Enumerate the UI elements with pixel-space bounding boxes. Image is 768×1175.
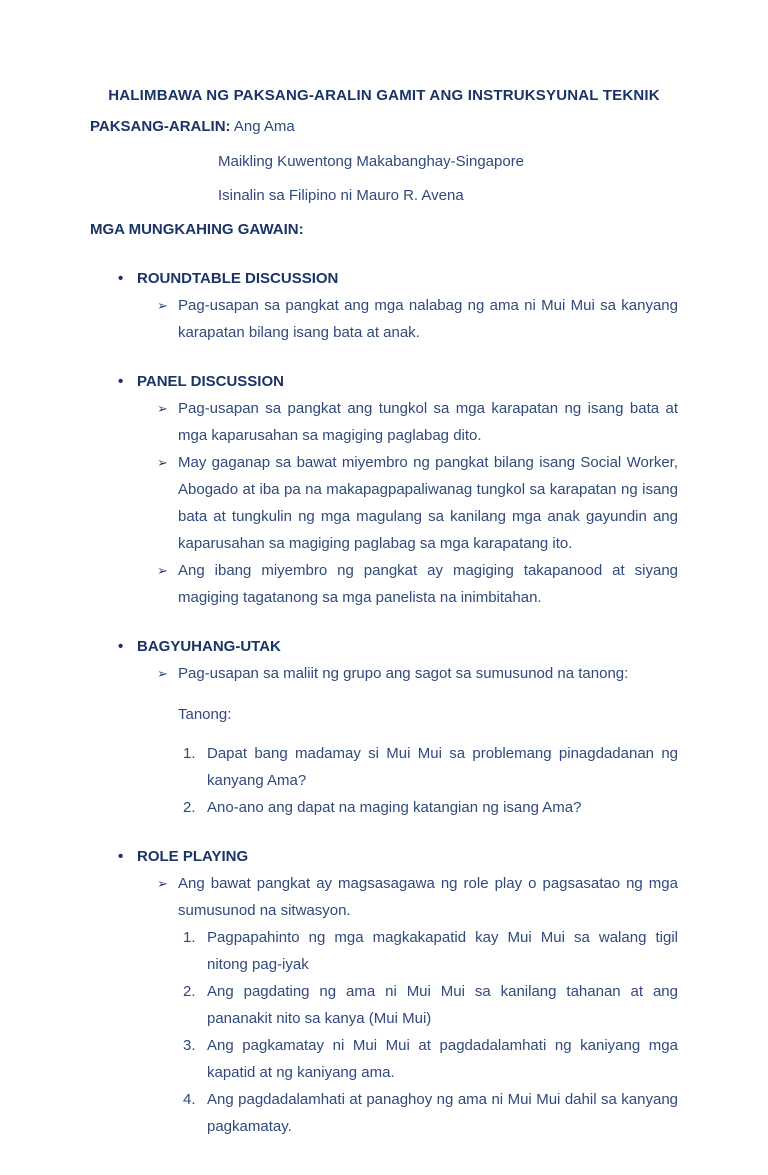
arrow-list-item	[90, 449, 678, 557]
question-list	[90, 740, 678, 821]
section-title: ROUNDTABLE DISCUSSION	[137, 270, 339, 287]
arrow-item-text: Ang bawat pangkat ay magsasagawa ng role play o pagsasatao ng mga sumusunod na sitwasyon.	[178, 875, 678, 919]
scenario-item	[90, 924, 678, 978]
scenario-text: Ang pagkamatay ni Mui Mui at pagdadalamhati ng kaniyang mga kapatid at ng kaniyang ama.	[207, 1037, 678, 1081]
question-text: Dapat bang madamay si Mui Mui sa problemang pinagdadanan ng kanyang Ama?	[207, 745, 678, 789]
scenario-number: 3.	[183, 1037, 196, 1054]
question-item	[90, 740, 678, 794]
bullet-icon: •	[118, 373, 124, 390]
section-role-playing	[90, 843, 678, 1140]
scenario-number: 4.	[183, 1091, 196, 1108]
arrow-list-item	[90, 870, 678, 924]
arrow-item-text: Pag-usapan sa pangkat ang mga nalabag ng ama ni Mui Mui sa kanyang karapatan bilang isang bata at anak.	[178, 297, 678, 341]
arrow-icon: ➢	[157, 563, 168, 578]
section-title: PANEL DISCUSSION	[137, 373, 284, 390]
arrow-list-item	[90, 660, 678, 687]
question-label: Tanong:	[178, 706, 232, 723]
bullet-icon: •	[118, 848, 124, 865]
scenario-number: 1.	[183, 929, 196, 946]
scenario-number: 2.	[183, 983, 196, 1000]
section-header	[90, 633, 678, 660]
bullet-icon: •	[118, 638, 124, 655]
subject-value: Ang Ama	[233, 118, 295, 135]
subject-line	[90, 113, 678, 140]
arrow-list-item	[90, 395, 678, 449]
scenario-text: Ang pagdadalamhati at panaghoy ng ama ni Mui Mui dahil sa kanyang pagkamatay.	[207, 1091, 678, 1135]
bullet-icon: •	[118, 270, 124, 287]
scenario-text: Ang pagdating ng ama ni Mui Mui sa kanilang tahanan at ang pananakit nito sa kanya (Mui Mui)	[207, 983, 678, 1027]
arrow-list-item	[90, 292, 678, 346]
section-header	[90, 843, 678, 870]
arrow-item-text: Ang ibang miyembro ng pangkat ay magiging takapanood at siyang magiging tagatanong sa mga panelista na inimbitahan.	[178, 562, 678, 606]
activities-heading: MGA MUNGKAHING GAWAIN:	[90, 221, 304, 238]
arrow-icon: ➢	[157, 666, 168, 681]
scenario-item	[90, 978, 678, 1032]
arrow-icon: ➢	[157, 298, 168, 313]
section-panel-discussion	[90, 368, 678, 611]
question-number: 2.	[183, 799, 196, 816]
scenario-item	[90, 1032, 678, 1086]
question-item	[90, 794, 678, 821]
question-text: Ano-ano ang dapat na maging katangian ng isang Ama?	[207, 799, 582, 816]
question-number: 1.	[183, 745, 196, 762]
arrow-item-text: May gaganap sa bawat miyembro ng pangkat bilang isang Social Worker, Abogado at iba pa na makapagpapaliwanag tungkol sa karapatan ng isang bata at tungkulin ng mga magulang sa kanilang mga anak gayundin ang kaparusahan sa magiging paglabag sa mga karapatang ito.	[178, 454, 678, 552]
arrow-list-item	[90, 557, 678, 611]
scenario-list	[90, 924, 678, 1140]
section-title: ROLE PLAYING	[137, 848, 249, 865]
section-title: BAGYUHANG-UTAK	[137, 638, 281, 655]
arrow-icon: ➢	[157, 455, 168, 470]
section-bagyuhang-utak	[90, 633, 678, 821]
story-type-subtitle: Maikling Kuwentong Makabanghay-Singapore	[218, 153, 525, 170]
section-header	[90, 368, 678, 395]
document-title: HALIMBAWA NG PAKSANG-ARALIN GAMIT ANG INSTRUKSYUNAL TEKNIK	[108, 87, 660, 104]
section-roundtable-discussion	[90, 265, 678, 346]
arrow-icon: ➢	[157, 401, 168, 416]
scenario-item	[90, 1086, 678, 1140]
section-header	[90, 265, 678, 292]
translator-subtitle: Isinalin sa Filipino ni Mauro R. Avena	[218, 187, 464, 204]
arrow-icon: ➢	[157, 876, 168, 891]
scenario-text: Pagpapahinto ng mga magkakapatid kay Mui Mui sa walang tigil nitong pag-iyak	[207, 929, 678, 973]
arrow-item-text: Pag-usapan sa maliit ng grupo ang sagot sa sumusunod na tanong:	[178, 665, 629, 682]
arrow-item-text: Pag-usapan sa pangkat ang tungkol sa mga karapatan ng isang bata at mga kaparusahan sa magiging paglabag dito.	[178, 400, 678, 444]
subject-label: PAKSANG-ARALIN:	[90, 118, 231, 135]
